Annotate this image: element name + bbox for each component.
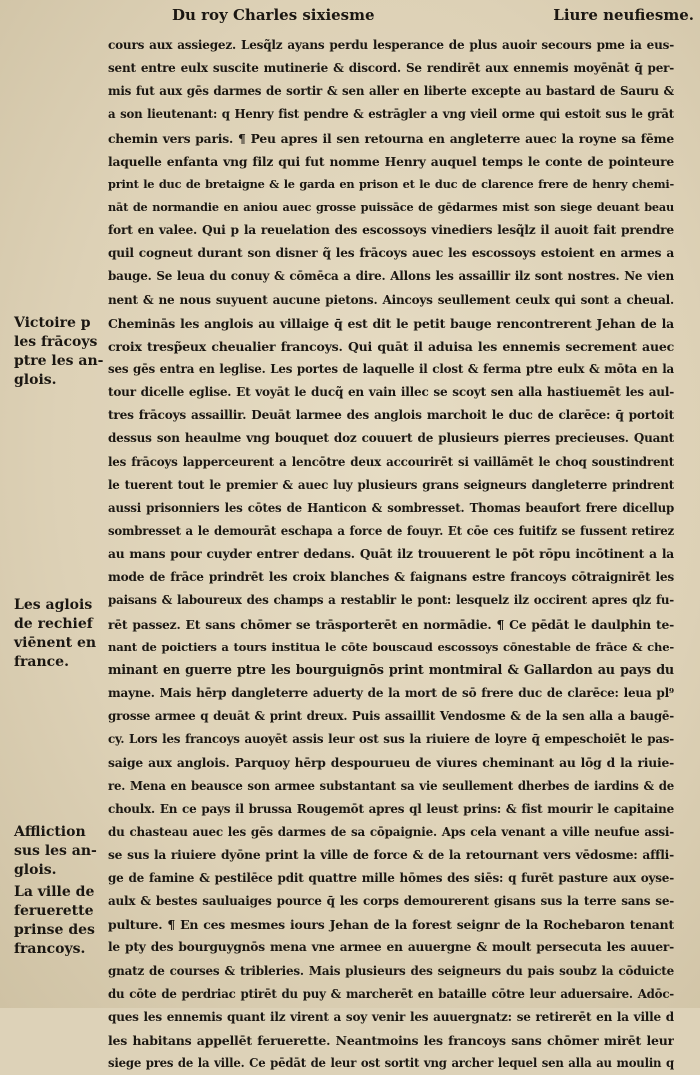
margin-note-line: france. <box>14 654 69 670</box>
text-line: au mans pour cuyder entrer dedans. Quāt ilz trouuerent le pōt rōpu incōtinent a la <box>108 547 674 562</box>
text-line: aulx & bestes sauluaiges pource q̄ les corps demourerent gisans sus la terre sans se- <box>108 894 674 909</box>
text-line: aussi prisonniers les cōtes de Hanticon & sombresset. Thomas beaufort frere dicellup <box>108 500 674 515</box>
margin-note-line: Affliction <box>14 824 86 840</box>
text-line: sombresset a le demourāt eschapa a force de fouyr. Et cōe ces fuitifz se fussent retirez <box>108 523 674 538</box>
text-line: du cōte de perdriac ptirēt du puy & marcherēt en bataille cōtre leur aduersaire. Adōc- <box>108 986 674 1001</box>
margin-note-line: Victoire p <box>14 315 91 331</box>
text-line: tres frācoys assaillir. Deuāt larmee des anglois marchoit le duc de clarēce: q̄ portoit <box>108 408 674 423</box>
margin-note-victory <box>14 314 104 390</box>
text-line: nāt de normandie en aniou auec grosse puissāce de gēdarmes mist son siege deuant beau <box>108 199 674 214</box>
text-line: paisans & laboureux des champs a restablir le pont: lesquelz ilz occirent apres qlz fu- <box>108 593 674 608</box>
text-line: mis fut aux gēs darmes de sortir & sen aller en liberte excepte au bastard de Sauru & <box>108 84 674 99</box>
text-line: le pty des bourguygnōs mena vne armee en auuergne & moult persecuta les auuer- <box>108 940 674 955</box>
margin-note-english-return <box>14 596 104 672</box>
margin-note-line: ptre les an- <box>14 353 104 369</box>
text-line: cours aux assiegez. Lesq̃lz ayans perdu lesperance de plus auoir secours pme ia eus- <box>108 38 674 52</box>
margin-note-feruerette <box>14 883 104 959</box>
running-header <box>160 6 698 28</box>
text-line: croix tresp̃eux cheualier francoys. Qui quāt il aduisa les ennemis secrement auec <box>108 338 674 354</box>
text-line: laquelle enfanta vng filz qui fut nomme Henry auquel temps le conte de pointeure <box>108 153 674 169</box>
text-line: grosse armee q deuāt & print dreux. Puis assaillit Vendosme & de la sen alla a baugē- <box>108 709 674 724</box>
text-line: pulture. ¶ En ces mesmes iours Jehan de la forest seignr de la Rochebaron tenant <box>108 917 674 933</box>
text-line: le tuerent tout le premier & auec luy plusieurs grans seigneurs dangleterre prindrent <box>108 477 674 492</box>
text-line: gnatz de courses & tribleries. Mais plusieurs des seigneurs du pais soubz la cōduicte <box>108 963 674 978</box>
text-line: nant de poictiers a tours institua le cōte bouscaud escossoys cōnestable de frāce & che- <box>108 639 674 654</box>
text-line: les frācoys lapperceurent a lencōtre deux accourirēt si vaillāmēt le choq soustindrent <box>108 454 674 469</box>
text-line: ge de famine & pestilēce pdit quattre mille hōmes des siēs: q furēt pasture aux oyse- <box>108 871 674 886</box>
text-line: quil cogneut durant son disner q̃ les frācoys auec les escossoys estoient en armes a <box>108 246 674 261</box>
book-number: Liure neufiesme. <box>553 6 694 24</box>
text-line: cy. Lors les francoys auoyēt assis leur ost sus la riuiere de loyre q̄ empeschoiēt le pas- <box>108 732 674 747</box>
main-text-block <box>108 34 674 1075</box>
text-line: ses gēs entra en leglise. Les portes de laquelle il clost & ferma ptre eulx & mōta en la <box>108 361 674 376</box>
text-line: bauge. Se leua du conuy & cōmēca a dire. Allons les assaillir ilz sont nostres. Ne vien <box>108 269 674 284</box>
margin-note-line: francoys. <box>14 941 86 957</box>
text-line: choulx. En ce pays il brussa Rougemōt apres ql leust prins: & fist mourir le capitaine <box>108 801 674 816</box>
text-line: minant en guerre ptre les bourguignōs print montmiral & Gallardon au pays du <box>108 662 674 678</box>
text-line: mayne. Mais hērp dangleterre aduerty de la mort de sō frere duc de clarēce: leua pl⁹ <box>108 685 674 700</box>
text-line: dessus son heaulme vng bouquet doz couuert de plusieurs pierres precieuses. Quant <box>108 431 674 446</box>
text-line: rēt passez. Et sans chōmer se trāsporterēt en normādie. ¶ Ce pēdāt le daulphin te- <box>108 616 674 632</box>
text-line: Cheminās les anglois au villaige q̄ est dit le petit bauge rencontrerent Jehan de la <box>108 315 674 331</box>
text-line: print le duc de bretaigne & le garda en prison et le duc de clarence frere de henry chemi- <box>108 176 674 191</box>
text-line: chemin vers paris. ¶ Peu apres il sen retourna en angleterre auec la royne sa fēme <box>108 130 674 146</box>
text-line: mode de frāce prindrēt les croix blanches & faignans estre francoys cōtraignirēt les <box>108 570 674 585</box>
margin-note-line: prinse des <box>14 922 95 938</box>
margin-note-line: les frācoys <box>14 334 98 350</box>
margin-note-affliction <box>14 823 104 880</box>
running-title: Du roy Charles sixiesme <box>172 6 375 24</box>
text-line: a son lieutenant: q Henry fist pendre & estrāgler a vng vieil orme qui estoit sus le grāt <box>108 107 674 122</box>
margin-note-line: sus les an- <box>14 843 97 859</box>
margin-note-line: La ville de <box>14 884 95 900</box>
text-line: sent entre eulx suscite mutinerie & discord. Se rendirēt aux ennemis moyēnāt q̄ per- <box>108 61 674 76</box>
margin-note-line: viēnent en <box>14 635 97 651</box>
text-line: fort en valee. Qui p la reuelation des escossoys vinediers lesq̃lz il auoit fait prendre <box>108 223 674 238</box>
margin-note-line: Les aglois <box>14 597 93 613</box>
text-line: siege pres de la ville. Ce pēdāt de leur ost sortit vng archer lequel sen alla au moulin q <box>108 1056 674 1071</box>
text-line: du chasteau auec les gēs darmes de sa cōpaignie. Aps cela venant a ville neufue assi- <box>108 824 674 839</box>
margin-note-line: feruerette <box>14 903 94 919</box>
margin-note-line: glois. <box>14 862 57 878</box>
text-line: nent & ne nous suyuent aucune pietons. Aincoys seullement ceulx qui sont a cheual. <box>108 292 674 307</box>
text-line: re. Mena en beausce son armee substantant sa vie seullement dherbes de iardins & de <box>108 778 674 793</box>
margin-note-line: glois. <box>14 372 57 388</box>
margin-note-line: de rechief <box>14 616 93 632</box>
text-line: ques les ennemis quant ilz virent a soy venir les auuergnatz: se retirerēt en la ville d <box>108 1009 674 1024</box>
text-line: les habitans appellēt feruerette. Neantmoins les francoys sans chōmer mirēt leur <box>108 1033 674 1049</box>
text-line: saige aux anglois. Parquoy hērp despourueu de viures cheminant au lōg d la riuie- <box>108 755 674 771</box>
text-line: tour dicelle eglise. Et voyāt le ducq̃ en vain illec se scoyt sen alla hastiuemēt les aul- <box>108 385 674 400</box>
text-line: se sus la riuiere dyōne print la ville de force & de la retournant vers vēdosme: affli- <box>108 847 674 862</box>
